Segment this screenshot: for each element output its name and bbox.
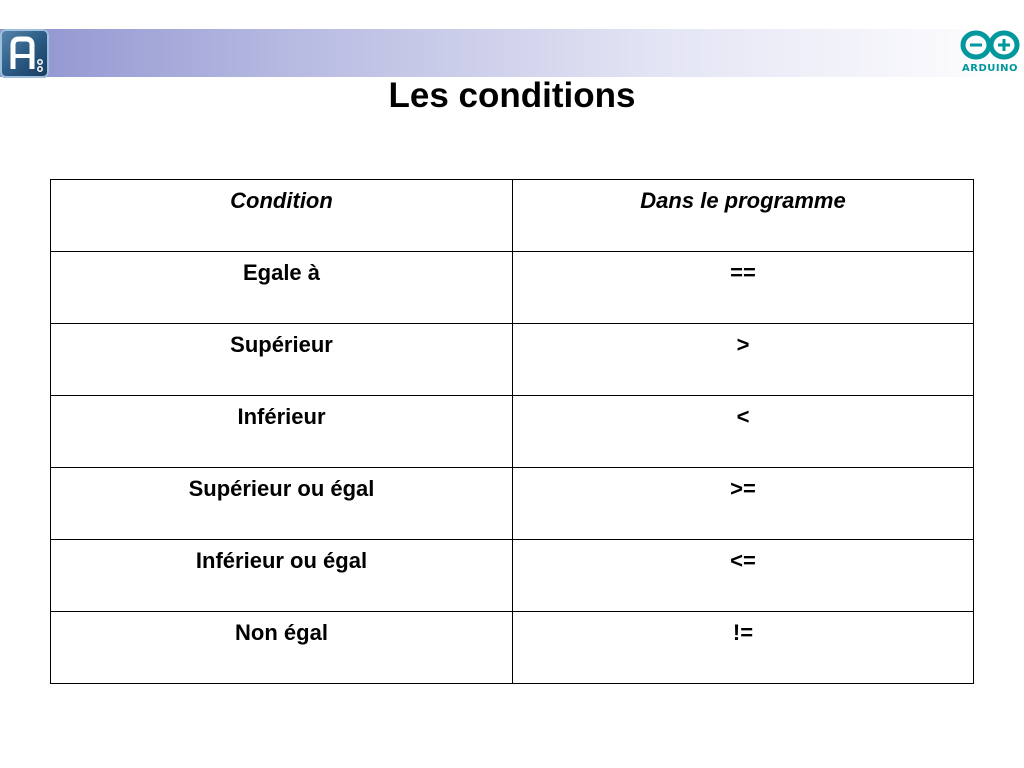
operator-cell: ==: [513, 252, 974, 324]
condition-cell: Inférieur ou égal: [51, 540, 513, 612]
operator-cell: <=: [513, 540, 974, 612]
condition-cell: Supérieur: [51, 324, 513, 396]
table-header-row: [51, 180, 974, 252]
arduino-logo-icon: [956, 29, 1024, 63]
conditions-table: [50, 179, 974, 684]
header-band: [0, 29, 1024, 77]
table-row: [51, 252, 974, 324]
arduino-logo: [956, 29, 1024, 77]
slide-title: Les conditions: [388, 76, 636, 115]
table-row: [51, 396, 974, 468]
table-row: [51, 540, 974, 612]
operator-cell: >=: [513, 468, 974, 540]
table-row: [51, 612, 974, 684]
operator-cell: >: [513, 324, 974, 396]
operator-cell: !=: [513, 612, 974, 684]
condition-cell: Non égal: [51, 612, 513, 684]
condition-cell: Supérieur ou égal: [51, 468, 513, 540]
condition-cell: Egale à: [51, 252, 513, 324]
arduino-wordmark: ARDUINO: [962, 63, 1018, 74]
app-logo-icon: [0, 29, 49, 78]
header-condition: Condition: [51, 180, 513, 252]
operator-cell: <: [513, 396, 974, 468]
condition-cell: Inférieur: [51, 396, 513, 468]
header-program: Dans le programme: [513, 180, 974, 252]
table-row: [51, 468, 974, 540]
table-row: [51, 324, 974, 396]
